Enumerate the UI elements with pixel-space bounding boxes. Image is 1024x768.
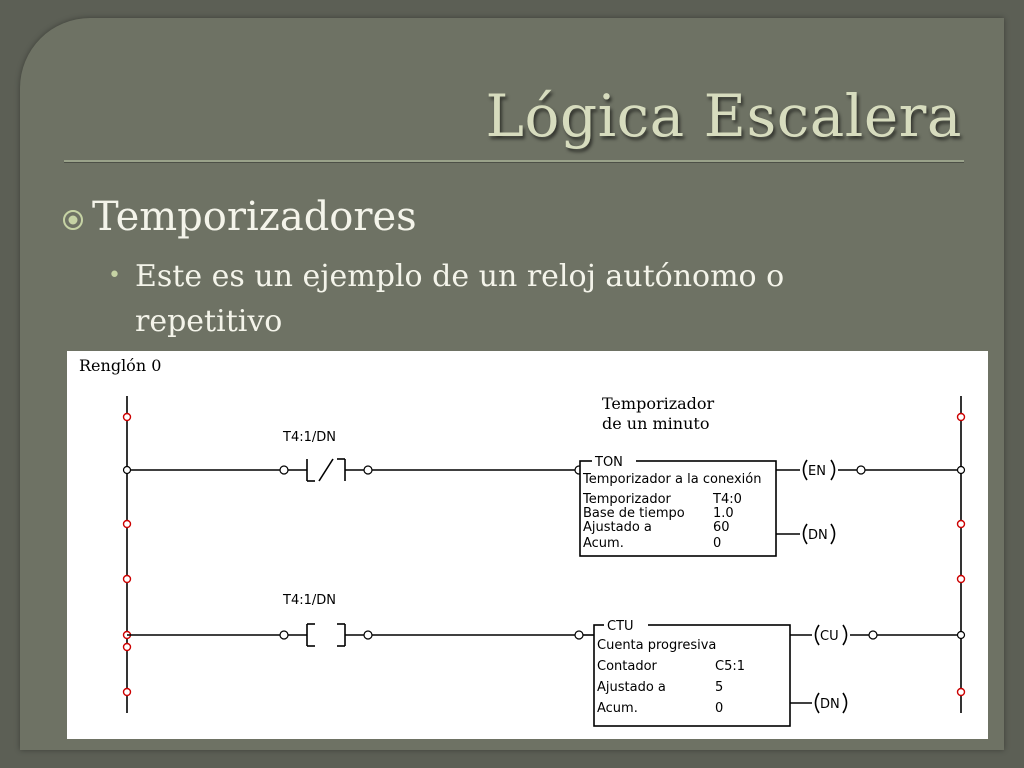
bullet-level2-text: Este es un ejemplo de un reloj autónomo o repetitivo bbox=[134, 259, 785, 339]
ton-block-desc: Temporizador a la conexión bbox=[583, 472, 762, 487]
bullet-level1-text: Temporizadores bbox=[92, 194, 417, 240]
ton-row-name: Base de tiempo bbox=[583, 506, 685, 521]
ctu-block-desc: Cuenta progresiva bbox=[597, 638, 717, 653]
ton-row-value: T4:0 bbox=[713, 492, 742, 507]
ton-row-name: Temporizador bbox=[583, 492, 671, 507]
rung1-contact-label: T4:1/DN bbox=[283, 430, 336, 445]
circle-bullet-icon bbox=[62, 209, 84, 231]
ton-row-value: 0 bbox=[713, 536, 722, 551]
ctu-row-name: Ajustado a bbox=[597, 680, 666, 695]
ladder-diagram-svg bbox=[67, 351, 988, 739]
rung-label: Renglón 0 bbox=[79, 356, 162, 375]
ladder-diagram bbox=[67, 351, 988, 739]
ctu-row-value: 5 bbox=[715, 680, 724, 695]
annotation-line1: Temporizador bbox=[602, 394, 715, 413]
bullet-level2 bbox=[108, 254, 895, 344]
slide-title: Lógica Escalera bbox=[485, 82, 962, 150]
ton-row-value: 60 bbox=[713, 520, 730, 535]
ctu-row-name: Acum. bbox=[597, 701, 638, 716]
ctu-output-cu: CU bbox=[820, 629, 839, 644]
rung-1 bbox=[124, 430, 965, 556]
ctu-block-title: CTU bbox=[607, 619, 634, 634]
ctu-output-dn: DN bbox=[820, 697, 840, 712]
normally-closed-contact bbox=[288, 459, 364, 481]
bullet-level1 bbox=[62, 194, 417, 240]
ton-row-value: 1.0 bbox=[713, 506, 734, 521]
ton-row-name: Acum. bbox=[583, 536, 624, 551]
rung-2 bbox=[127, 593, 965, 726]
title-divider bbox=[64, 160, 964, 163]
dot-bullet-icon: • bbox=[108, 263, 121, 288]
ton-output-en: EN bbox=[808, 464, 826, 479]
ton-row-name: Ajustado a bbox=[583, 520, 652, 535]
ctu-row-value: 0 bbox=[715, 701, 724, 716]
annotation-line2: de un minuto bbox=[602, 414, 710, 433]
ton-block-title: TON bbox=[595, 455, 623, 470]
ctu-row-name: Contador bbox=[597, 659, 657, 674]
rung2-contact-label: T4:1/DN bbox=[283, 593, 336, 608]
rail-nodes bbox=[124, 414, 965, 696]
ton-output-dn: DN bbox=[808, 528, 828, 543]
normally-open-contact bbox=[288, 624, 364, 646]
ctu-row-value: C5:1 bbox=[715, 659, 745, 674]
